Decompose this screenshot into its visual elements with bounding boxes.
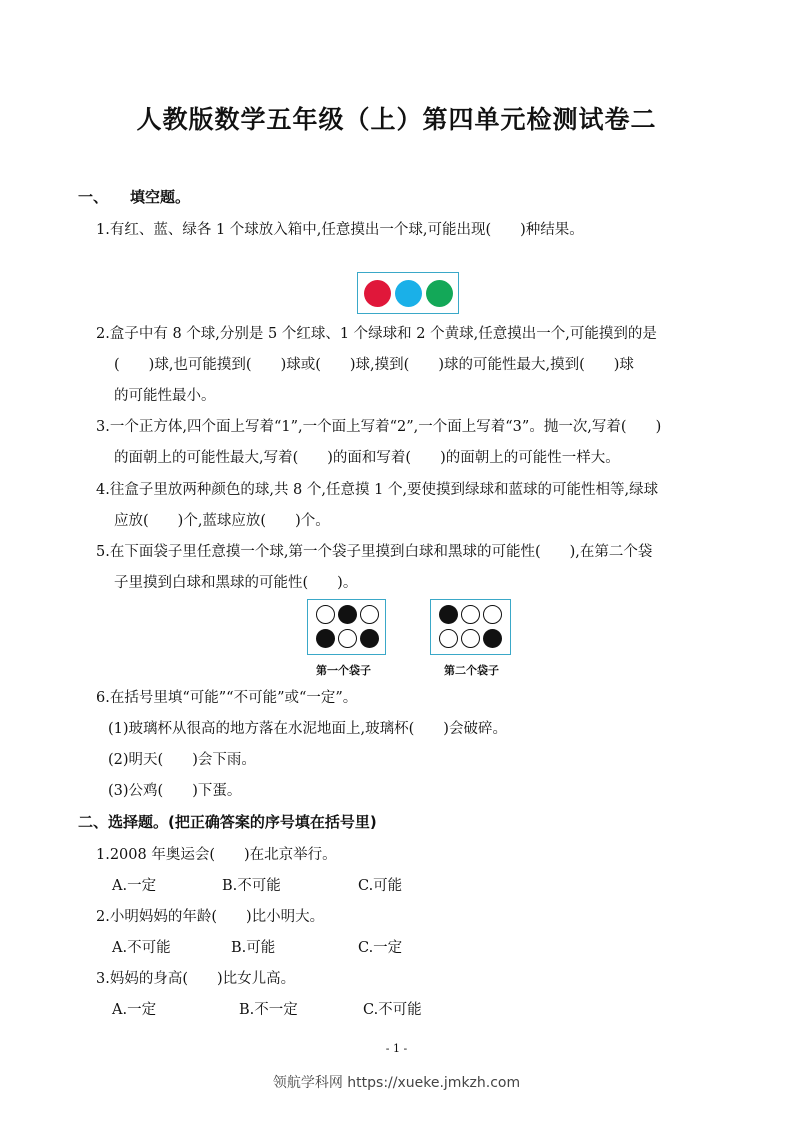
choice-1-option-b: B.不可能 xyxy=(222,878,281,894)
section2-heading: 二、选择题。(把正确答案的序号填在括号里) xyxy=(78,813,377,831)
question-3-line2: 的面朝上的可能性最大,写着( )的面和写着( )的面朝上的可能性一样大。 xyxy=(114,450,620,466)
question-3-line1: 3.一个正方体,四个面上写着“1”,一个面上写着“2”,一个面上写着“3”。抛一次,写着( ) xyxy=(96,419,662,435)
red-ball xyxy=(364,280,391,307)
question-4-line1: 4.往盒子里放两种颜色的球,共 8 个,任意摸 1 个,要使摸到绿球和蓝球的可能性相等,绿球 xyxy=(96,482,659,498)
question-2-line2: ( )球,也可能摸到( )球或( )球,摸到( )球的可能性最大,摸到( )球 xyxy=(114,357,634,373)
question-2-line3: 的可能性最小。 xyxy=(114,388,216,404)
colored-balls-figure xyxy=(357,272,459,314)
question-6: 6.在括号里填“可能”“不可能”或“一定”。 xyxy=(96,690,358,706)
choice-2-option-b: B.可能 xyxy=(231,940,276,956)
bag2-black-ball xyxy=(483,629,502,648)
first-bag-caption: 第一个袋子 xyxy=(316,664,371,677)
bag1-black-ball xyxy=(360,629,379,648)
question-4-line2: 应放( )个,蓝球应放( )个。 xyxy=(114,513,330,529)
choice-3-option-c: C.不可能 xyxy=(363,1002,422,1018)
section1-heading: 填空题。 xyxy=(130,188,191,206)
question-5-line2: 子里摸到白球和黑球的可能性( )。 xyxy=(114,575,358,591)
bag2-white-ball xyxy=(483,605,502,624)
choice-question-1: 1.2008 年奥运会( )在北京举行。 xyxy=(96,847,337,863)
question-6-part1: (1)玻璃杯从很高的地方落在水泥地面上,玻璃杯( )会破碎。 xyxy=(108,721,507,737)
question-5-line1: 5.在下面袋子里任意摸一个球,第一个袋子里摸到白球和黑球的可能性( ),在第二个袋 xyxy=(96,544,653,560)
second-bag-caption: 第二个袋子 xyxy=(444,664,499,677)
choice-question-3: 3.妈妈的身高( )比女儿高。 xyxy=(96,971,296,987)
section1-number: 一、 xyxy=(78,188,109,206)
choice-1-option-c: C.可能 xyxy=(358,878,403,894)
question-6-part2: (2)明天( )会下雨。 xyxy=(108,752,256,768)
page-number: - 1 - xyxy=(385,1042,408,1055)
question-1: 1.有红、蓝、绿各 1 个球放入箱中,任意摸出一个球,可能出现( )种结果。 xyxy=(96,222,584,238)
bag1-white-ball xyxy=(360,605,379,624)
choice-3-option-a: A.一定 xyxy=(112,1002,157,1018)
green-ball xyxy=(426,280,453,307)
bag2-black-ball xyxy=(439,605,458,624)
choice-1-option-a: A.一定 xyxy=(112,878,157,894)
bag2-white-ball xyxy=(439,629,458,648)
bag2-white-ball xyxy=(461,629,480,648)
second-bag-figure xyxy=(430,599,511,655)
footer-watermark: 领航学科网 https://xueke.jmkzh.com xyxy=(272,1075,521,1091)
page-title: 人教版数学五年级（上）第四单元检测试卷二 xyxy=(136,105,657,134)
question-6-part3: (3)公鸡( )下蛋。 xyxy=(108,783,242,799)
blue-ball xyxy=(395,280,422,307)
choice-3-option-b: B.不一定 xyxy=(239,1002,298,1018)
bag1-white-ball xyxy=(316,605,335,624)
choice-2-option-a: A.不可能 xyxy=(112,940,171,956)
bag2-white-ball xyxy=(461,605,480,624)
choice-2-option-c: C.一定 xyxy=(358,940,403,956)
bag1-black-ball xyxy=(338,605,357,624)
first-bag-figure xyxy=(307,599,386,655)
bag1-black-ball xyxy=(316,629,335,648)
question-2-line1: 2.盒子中有 8 个球,分别是 5 个红球、1 个绿球和 2 个黄球,任意摸出一个,可能摸到的是 xyxy=(96,326,657,342)
bag1-white-ball xyxy=(338,629,357,648)
choice-question-2: 2.小明妈妈的年龄( )比小明大。 xyxy=(96,909,325,925)
